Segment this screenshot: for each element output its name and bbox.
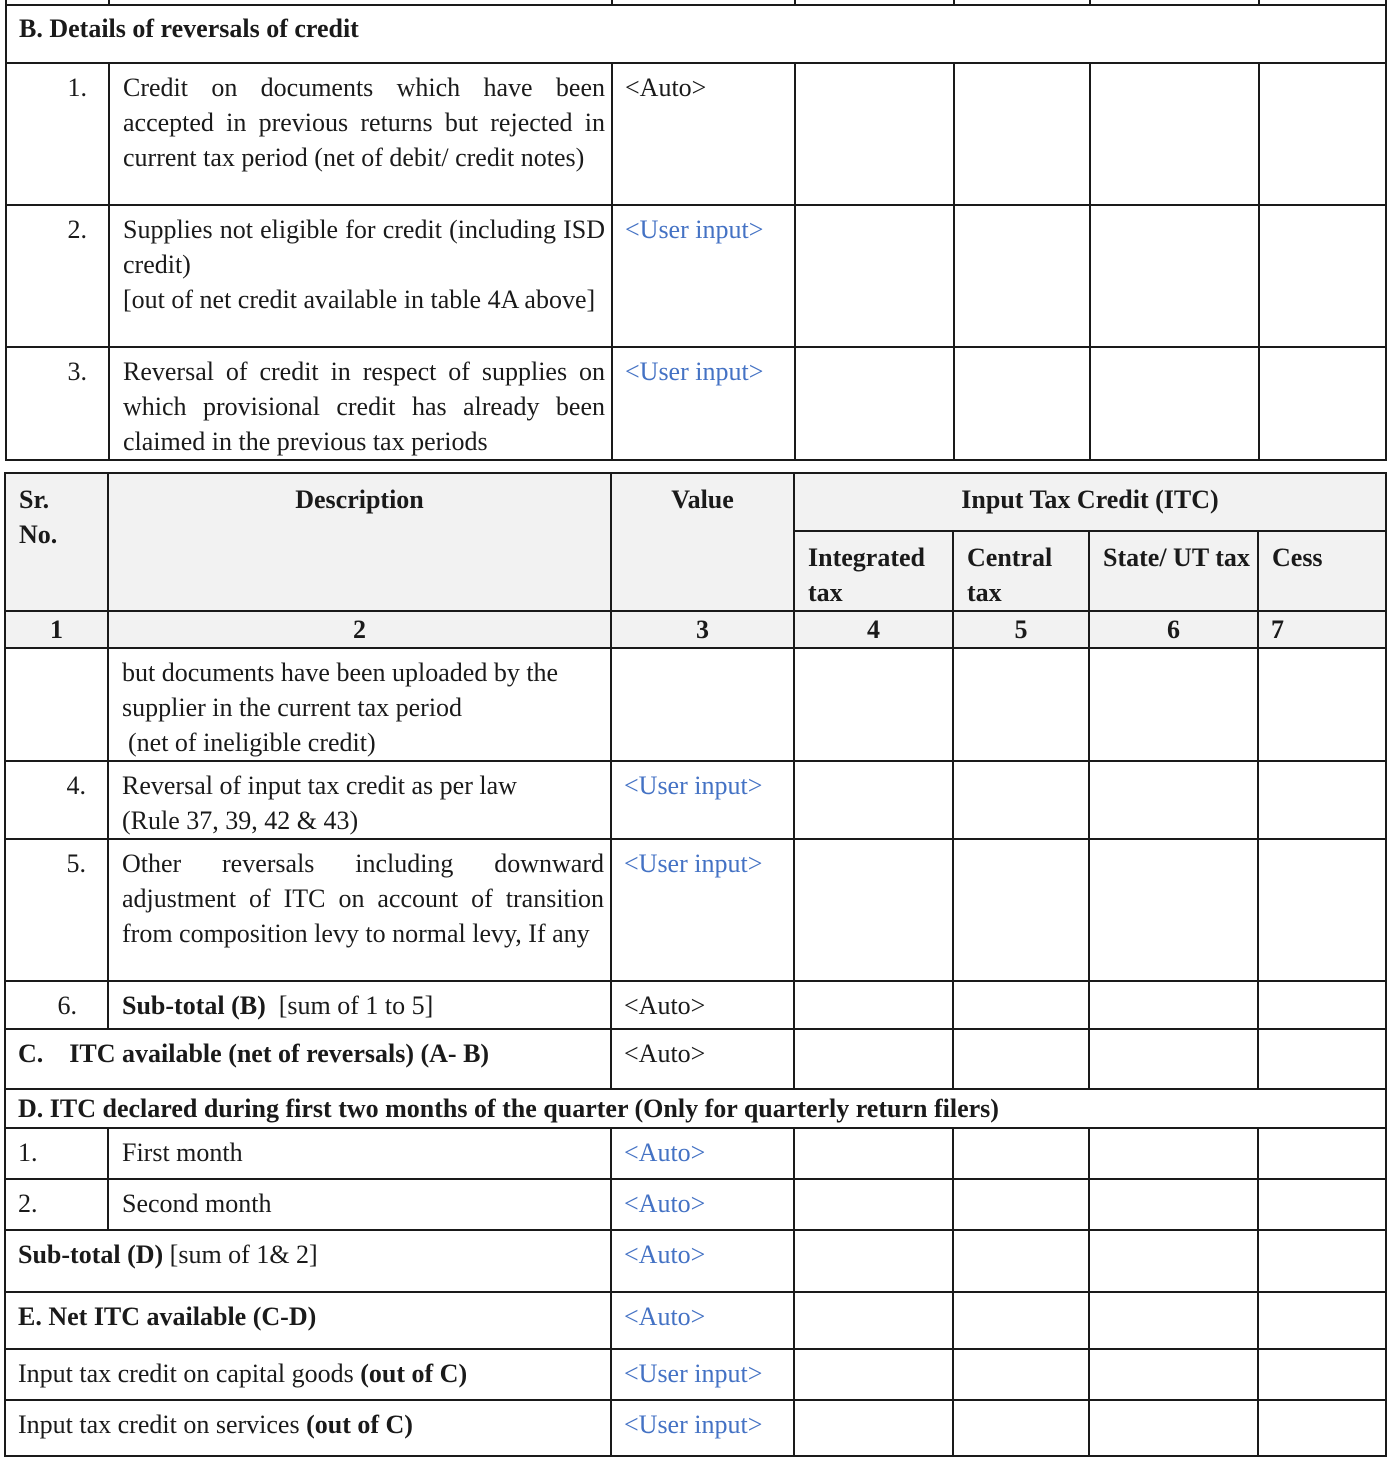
- subtotal-d-label: [5, 1230, 611, 1292]
- value-user-input[interactable]: <User input>: [611, 1349, 794, 1400]
- itc-integrated-cell[interactable]: [794, 1292, 953, 1349]
- sr-number: 1.: [6, 63, 109, 205]
- itc-state-cell[interactable]: [1089, 1128, 1258, 1179]
- column-number: 2: [108, 611, 611, 648]
- itc-central-cell[interactable]: [953, 981, 1089, 1029]
- itc-central-cell[interactable]: [953, 761, 1089, 839]
- section-d-title-row: [5, 1089, 1386, 1128]
- value-auto: <Auto>: [611, 1128, 794, 1179]
- itc-state-cell[interactable]: [1090, 347, 1259, 460]
- column-number: 4: [794, 611, 953, 648]
- itc-state-cell[interactable]: [1089, 981, 1258, 1029]
- itc-cess-cell[interactable]: [1258, 648, 1386, 761]
- itc-cess-cell[interactable]: [1258, 1128, 1386, 1179]
- sr-number: 4.: [5, 761, 108, 839]
- itc-state-cell[interactable]: [1089, 1029, 1258, 1089]
- value-auto: <Auto>: [611, 1230, 794, 1292]
- table-row: [6, 63, 1386, 205]
- services-label: [5, 1400, 611, 1456]
- itc-integrated-cell[interactable]: [794, 839, 953, 981]
- header-central-tax: Central tax: [953, 531, 1089, 611]
- table-row: [5, 1128, 1386, 1179]
- itc-integrated-cell[interactable]: [794, 1128, 953, 1179]
- itc-state-cell[interactable]: [1089, 761, 1258, 839]
- value-auto: <Auto>: [611, 1179, 794, 1230]
- section-b-title-row: [6, 5, 1386, 63]
- itc-central-cell[interactable]: [953, 1349, 1089, 1400]
- column-number: 1: [5, 611, 108, 648]
- description-line: (net of ineligible credit): [128, 728, 376, 757]
- value-auto: <Auto>: [611, 1029, 794, 1089]
- section-b-table: [5, 0, 1387, 461]
- value-user-input[interactable]: <User input>: [611, 839, 794, 981]
- description: [108, 761, 611, 839]
- sr-number: 6.: [5, 981, 108, 1029]
- table-row: [6, 205, 1386, 347]
- itc-cess-cell[interactable]: [1258, 1400, 1386, 1456]
- description-line: Supplies not eligible for credit (including ISD credit): [123, 215, 605, 279]
- itc-state-cell[interactable]: [1089, 648, 1258, 761]
- section-d-title: D. ITC declared during first two months of the quarter (Only for quarterly return filers): [5, 1089, 1386, 1128]
- itc-central-cell[interactable]: [954, 63, 1090, 205]
- header-state-ut-tax: State/ UT tax: [1089, 531, 1258, 611]
- table-row: [6, 347, 1386, 460]
- value-cell: [611, 648, 794, 761]
- value-user-input[interactable]: <User input>: [612, 205, 795, 347]
- services-row: [5, 1400, 1386, 1456]
- subtotal-label: Sub-total (B): [122, 991, 266, 1020]
- itc-integrated-cell[interactable]: [794, 648, 953, 761]
- capital-goods-row: [5, 1349, 1386, 1400]
- section-c-row: [5, 1029, 1386, 1089]
- itc-integrated-cell[interactable]: [794, 1349, 953, 1400]
- header-value: Value: [611, 473, 794, 611]
- section-c-label: [5, 1029, 611, 1089]
- sr-number: 1.: [5, 1128, 108, 1179]
- itc-cess-cell[interactable]: [1258, 981, 1386, 1029]
- itc-cess-cell[interactable]: [1259, 205, 1386, 347]
- value-auto: <Auto>: [611, 981, 794, 1029]
- itc-state-cell[interactable]: [1090, 63, 1259, 205]
- itc-central-cell[interactable]: [953, 1128, 1089, 1179]
- itc-central-cell[interactable]: [953, 1292, 1089, 1349]
- services-qualifier: (out of C): [306, 1410, 413, 1439]
- section-c-letter: C.: [18, 1039, 44, 1068]
- itc-integrated-cell[interactable]: [794, 981, 953, 1029]
- sr-number: 2.: [5, 1179, 108, 1230]
- description: Second month: [108, 1179, 611, 1230]
- column-number-row: [5, 611, 1386, 648]
- section-e-row: [5, 1292, 1386, 1349]
- itc-central-cell[interactable]: [953, 1179, 1089, 1230]
- subtotal-label: Sub-total (D): [18, 1240, 164, 1269]
- itc-cess-cell[interactable]: [1258, 1179, 1386, 1230]
- itc-main-table: [4, 472, 1387, 1457]
- itc-cess-cell[interactable]: [1258, 839, 1386, 981]
- itc-central-cell[interactable]: [953, 839, 1089, 981]
- subtotal-d-row: [5, 1230, 1386, 1292]
- column-number: 5: [953, 611, 1089, 648]
- sr-number: 3.: [6, 347, 109, 460]
- description: Other reversals including downward adjustment of ITC on account of transition from composition levy to normal levy, If any: [108, 839, 611, 981]
- itc-central-cell[interactable]: [953, 1400, 1089, 1456]
- itc-integrated-cell[interactable]: [794, 1230, 953, 1292]
- subtotal-formula: [sum of 1& 2]: [169, 1240, 318, 1269]
- itc-cess-cell[interactable]: [1258, 1349, 1386, 1400]
- sr-number-empty: [5, 648, 108, 761]
- capital-goods-label: [5, 1349, 611, 1400]
- itc-state-cell[interactable]: [1089, 1400, 1258, 1456]
- itc-state-cell[interactable]: [1089, 1230, 1258, 1292]
- table-row: [5, 839, 1386, 981]
- itc-integrated-cell[interactable]: [795, 347, 954, 460]
- description: First month: [108, 1128, 611, 1179]
- itc-integrated-cell[interactable]: [794, 1400, 953, 1456]
- itc-central-cell[interactable]: [954, 347, 1090, 460]
- description-line: [out of net credit available in table 4A above]: [123, 285, 596, 314]
- header-cess: Cess: [1258, 531, 1386, 611]
- itc-integrated-cell[interactable]: [795, 205, 954, 347]
- description-line: Reversal of input tax credit as per law: [122, 771, 517, 800]
- itc-central-cell[interactable]: [953, 1230, 1089, 1292]
- capital-goods-qualifier: (out of C): [360, 1359, 468, 1388]
- column-number: 7: [1258, 611, 1386, 648]
- itc-cess-cell[interactable]: [1259, 63, 1386, 205]
- description: Reversal of credit in respect of supplies on which provisional credit has already been claimed in the previous tax periods: [109, 347, 612, 460]
- value-user-input[interactable]: <User input>: [612, 347, 795, 460]
- header-sr-no: Sr. No.: [5, 473, 108, 611]
- table-row: [5, 761, 1386, 839]
- header-integrated-tax: Integrated tax: [794, 531, 953, 611]
- itc-integrated-cell[interactable]: [795, 63, 954, 205]
- itc-central-cell[interactable]: [953, 1029, 1089, 1089]
- itc-central-cell[interactable]: [953, 648, 1089, 761]
- itc-state-cell[interactable]: [1089, 839, 1258, 981]
- value-auto: <Auto>: [611, 1292, 794, 1349]
- itc-state-cell[interactable]: [1090, 205, 1259, 347]
- itc-cess-cell[interactable]: [1258, 1029, 1386, 1089]
- itc-cess-cell[interactable]: [1259, 347, 1386, 460]
- itc-state-cell[interactable]: [1089, 1292, 1258, 1349]
- itc-integrated-cell[interactable]: [794, 761, 953, 839]
- itc-integrated-cell[interactable]: [794, 1179, 953, 1230]
- description-line: but documents have been uploaded by the supplier in the current tax period: [122, 658, 559, 722]
- column-number: 6: [1089, 611, 1258, 648]
- section-b-title: B. Details of reversals of credit: [6, 5, 1386, 63]
- services-text: Input tax credit on services: [18, 1410, 300, 1439]
- description: Credit on documents which have been accepted in previous returns but rejected in current tax period (net of debit/ credit notes): [109, 63, 612, 205]
- value-user-input[interactable]: <User input>: [611, 761, 794, 839]
- value-user-input[interactable]: <User input>: [611, 1400, 794, 1456]
- capital-goods-text: Input tax credit on capital goods: [18, 1359, 354, 1388]
- description: [108, 648, 611, 761]
- description-line: (Rule 37, 39, 42 & 43): [122, 806, 359, 835]
- itc-state-cell[interactable]: [1089, 1179, 1258, 1230]
- itc-integrated-cell[interactable]: [794, 1029, 953, 1089]
- subtotal-formula: [sum of 1 to 5]: [278, 991, 434, 1020]
- section-e-label: E. Net ITC available (C-D): [5, 1292, 611, 1349]
- header-description: Description: [108, 473, 611, 611]
- itc-state-cell[interactable]: [1089, 1349, 1258, 1400]
- header-row: [5, 473, 1386, 531]
- itc-cess-cell[interactable]: [1258, 1292, 1386, 1349]
- itc-cess-cell[interactable]: [1258, 1230, 1386, 1292]
- description: [108, 981, 611, 1029]
- sr-number: 5.: [5, 839, 108, 981]
- table-row-subtotal-b: [5, 981, 1386, 1029]
- section-c-text: ITC available (net of reversals) (A- B): [69, 1039, 490, 1068]
- table-row: [5, 1179, 1386, 1230]
- value-auto: <Auto>: [612, 63, 795, 205]
- table-row-continued: [5, 648, 1386, 761]
- itc-central-cell[interactable]: [954, 205, 1090, 347]
- description: [109, 205, 612, 347]
- header-itc: Input Tax Credit (ITC): [794, 473, 1386, 531]
- itc-cess-cell[interactable]: [1258, 761, 1386, 839]
- sr-number: 2.: [6, 205, 109, 347]
- column-number: 3: [611, 611, 794, 648]
